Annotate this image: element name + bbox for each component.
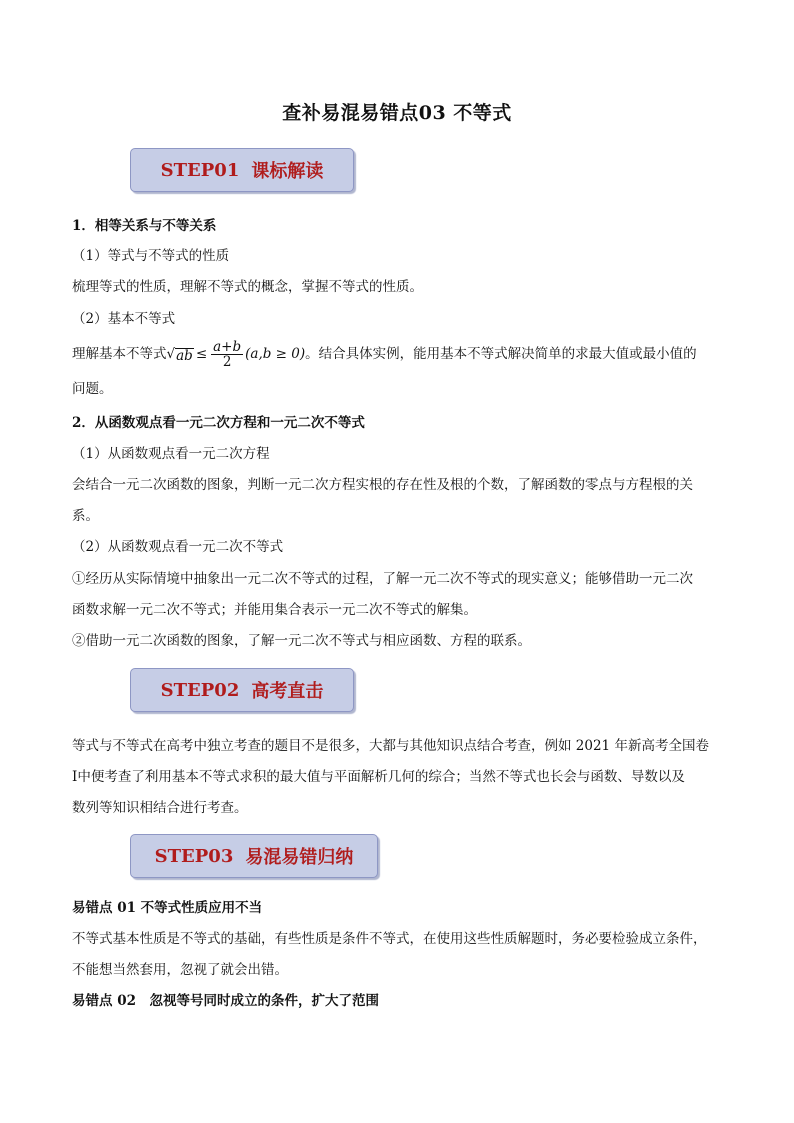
step02-label: STEP02	[160, 679, 240, 701]
fraction-numerator: a+b	[213, 338, 242, 355]
section1-sub1: （1）等式与不等式的性质	[72, 248, 230, 264]
section2-item1-line1: ①经历从实际情境中抽象出一元二次不等式的过程，了解一元二次不等式的现实意义；能够借助一元二次	[72, 571, 693, 587]
sub2-text-before: 理解基本不等式	[72, 346, 167, 362]
section2-heading: 2．从函数观点看一元二次方程和一元二次不等式	[72, 415, 365, 431]
section2-sub2: （2）从函数观点看一元二次不等式	[72, 539, 284, 555]
basic-inequality-formula	[167, 340, 306, 369]
section2-item2: ②借助一元二次函数的图象，了解一元二次不等式与相应函数、方程的联系。	[72, 633, 531, 649]
fraction-denominator: 2	[222, 353, 232, 370]
section1-sub2-formula-line	[72, 338, 727, 370]
section2-sub1: （1）从函数观点看一元二次方程	[72, 446, 270, 462]
gaokao-line1: 等式与不等式在高考中独立考查的题目不是很多，大都与其他知识点结合考查，例如 2021 年新高考全国卷	[72, 738, 709, 754]
section2-sub1-line1: 会结合一元二次函数的图象，判断一元二次方程实根的存在性及根的个数，了解函数的零点与方程根的关	[72, 477, 693, 493]
leq-symbol: ≤	[195, 346, 208, 362]
step03-text: 易混易错归纳	[245, 847, 354, 868]
error2-title: 易错点 02 忽视等号同时成立的条件，扩大了范围	[72, 993, 379, 1009]
step01-text: 课标解读	[251, 161, 324, 182]
step02-text: 高考直击	[251, 681, 324, 702]
section1-heading: 1．相等关系与不等关系	[72, 218, 217, 234]
sub2-text-after: 。结合具体实例，能用基本不等式解决简单的求最大值或最小值的	[305, 346, 697, 362]
section2-sub1-line2: 系。	[72, 508, 99, 524]
step02-banner	[130, 668, 354, 712]
step01-banner	[130, 148, 354, 192]
fraction	[211, 340, 243, 369]
step03-label: STEP03	[154, 845, 234, 867]
sqrt-symbol: √ ab	[166, 346, 193, 364]
formula-condition: (a,b ≥ 0)	[245, 346, 306, 362]
gaokao-line2: Ⅰ中便考查了利用基本不等式求积的最大值与平面解析几何的综合；当然不等式也长会与函数、导数以及	[72, 769, 685, 785]
step03-banner	[130, 834, 378, 878]
section1-sub2: （2）基本不等式	[72, 311, 176, 327]
error1-line1: 不等式基本性质是不等式的基础，有些性质是条件不等式，在使用这些性质解题时，务必要检验成立条件，	[72, 931, 707, 947]
section1-sub2-line2: 问题。	[72, 381, 113, 397]
section1-sub1-text: 梳理等式的性质，理解不等式的概念，掌握不等式的性质。	[72, 279, 423, 295]
gaokao-line3: 数列等知识相结合进行考查。	[72, 800, 248, 816]
error1-line2: 不能想当然套用，忽视了就会出错。	[72, 962, 288, 978]
section2-item1-line2: 函数求解一元二次不等式；并能用集合表示一元二次不等式的解集。	[72, 602, 477, 618]
step01-label: STEP01	[160, 159, 240, 181]
error1-title: 易错点 01 不等式性质应用不当	[72, 900, 263, 916]
sqrt-radicand: ab	[176, 348, 193, 364]
page-title: 查补易混易错点03 不等式	[282, 102, 512, 124]
